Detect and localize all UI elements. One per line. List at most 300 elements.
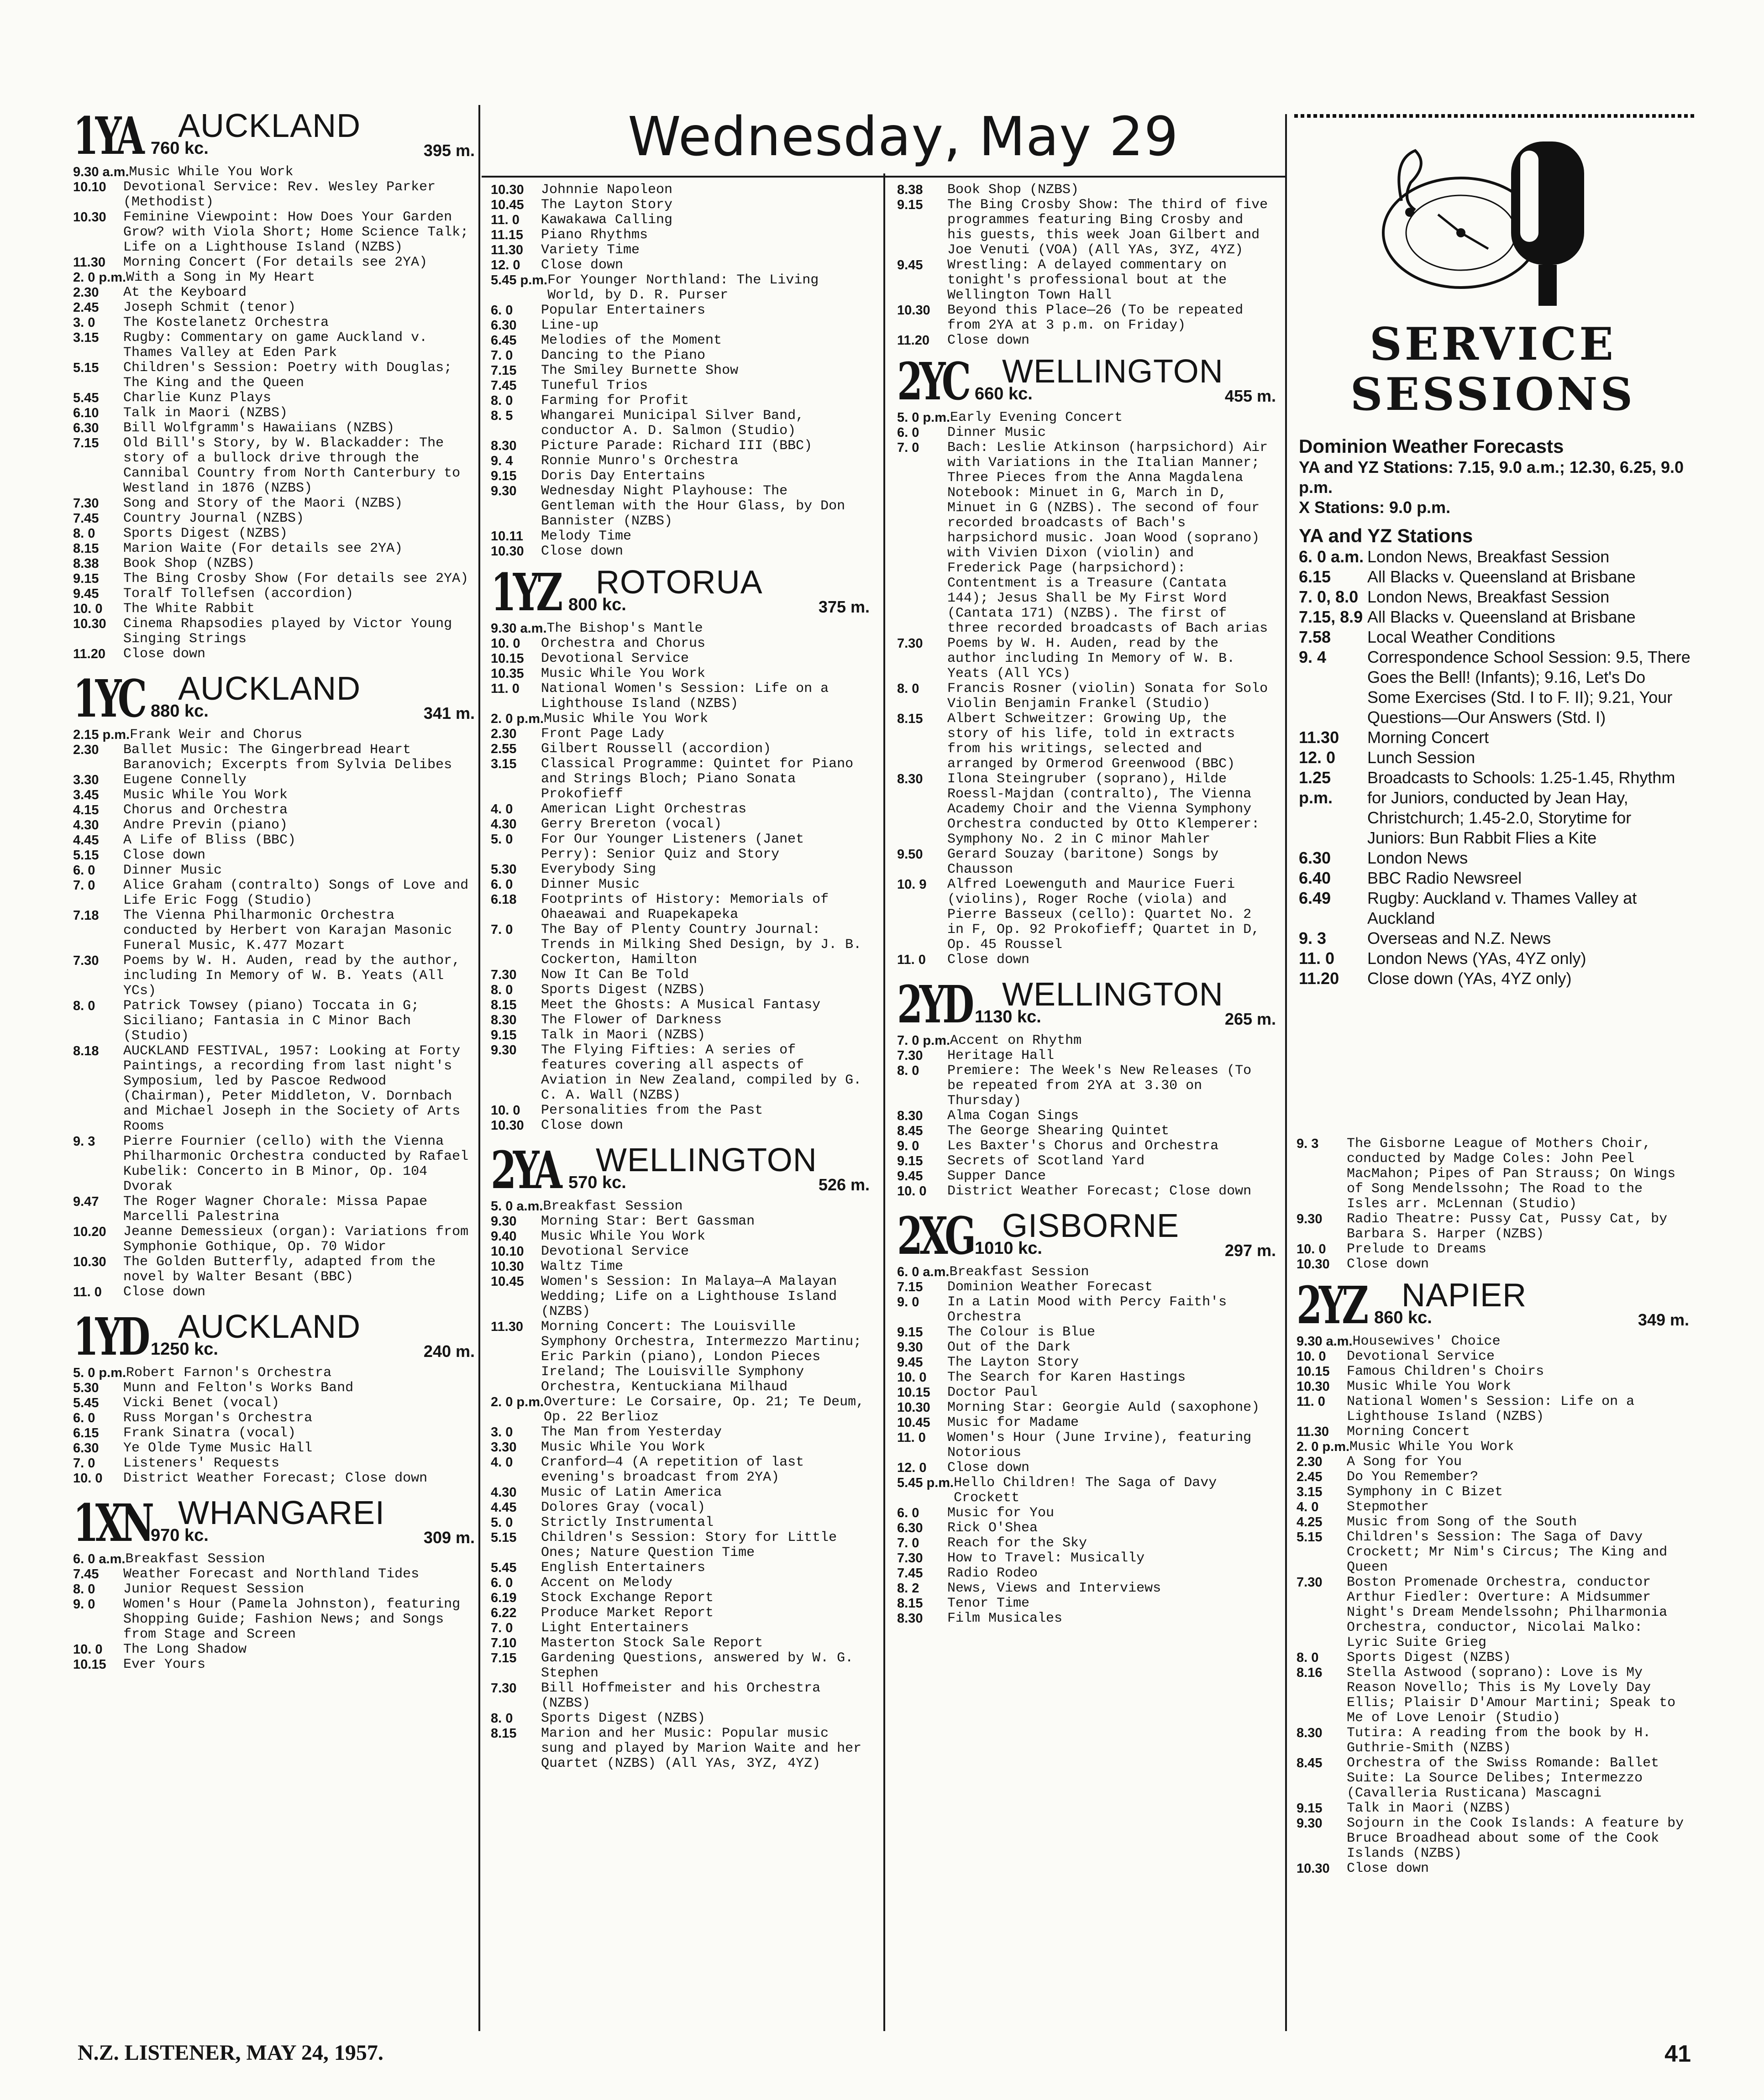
programme-title: Andre Previn (piano) [123,817,288,833]
programme-title: Marion Waite (For details see 2YA) [123,541,403,556]
programme-item [73,773,475,788]
programme-title: The Bing Crosby Show (For details see 2YA) [123,571,469,587]
station-block [73,1308,475,1486]
programme-title: Produce Market Report [541,1605,714,1621]
programme-title: A Song for You [1347,1454,1462,1470]
programme-title: Bill Wolfgramm's Hawaiians (NZBS) [123,420,395,436]
service-time: 1.25 p.m. [1299,768,1333,807]
station-header [897,975,1276,1035]
programme-time: 10. 0 [1297,1242,1326,1257]
programme-title: Sports Digest (NZBS) [541,1711,706,1726]
programme-title: Hello Children! The Saga of Davy Crockett [954,1475,1217,1506]
programme-time: 4.15 [73,803,99,817]
programme-item [491,213,870,228]
programme-title: Radio Rodeo [947,1566,1038,1581]
programme-title: Albert Schweitzer: Growing Up, the story of his life, told in extracts from his writings, selected and arranged by Ormerod Greenwood (BBC) [947,711,1235,772]
continued-listings [897,183,1276,348]
programme-item [73,1582,475,1597]
programme-title: The Kostelanetz Orchestra [123,315,329,330]
programme-time: 3.15 [491,757,517,771]
programme-title: Piano Rhythms [541,227,648,243]
programme-title: Close down [123,646,206,662]
service-item [1299,969,1691,989]
programme-list [73,165,475,662]
programme-time: 8. 0 [1297,1650,1319,1665]
programme-item [73,953,475,999]
programme-title: Munn and Felton's Works Band [123,1380,354,1396]
station-call-sign: 1YD [73,1307,147,1367]
programme-title: Close down [123,848,206,863]
programme-item [73,255,475,270]
programme-time: 9.15 [491,1028,517,1042]
programme-item [491,408,870,439]
service-time: 7.58 [1299,628,1331,646]
programme-title: Music While You Work [129,164,294,180]
programme-item [897,1325,1276,1340]
station-city: ROTORUA [596,564,763,601]
programme-item [1297,1364,1689,1379]
microphone-illustration [1374,132,1648,310]
station-city: WELLINGTON [1002,353,1223,390]
programme-title: Meet the Ghosts: A Musical Fantasy [541,997,821,1013]
programme-time: 7. 0 [491,922,513,937]
programme-item [73,848,475,863]
service-time: 9. 4 [1299,648,1327,666]
programme-title: Eugene Connelly [123,772,247,788]
programme-item [491,1395,870,1425]
programme-item [897,1430,1276,1461]
programme-time: 6.45 [491,333,517,348]
stations-heading: YA and YZ Stations [1299,525,1473,546]
programme-time: 5. 0 [491,1515,513,1530]
programme-time: 8. 0 [73,999,95,1013]
service-time: 6. 0 a.m. [1299,547,1364,566]
programme-title: Stepmother [1347,1499,1429,1515]
programme-title: Close down [1347,1861,1429,1876]
programme-title: Alice Graham (contralto) Songs of Love and Life Eric Fogg (Studio) [123,878,469,908]
programme-time: 9.15 [1297,1801,1323,1816]
programme-title: For Younger Northland: The Living World, by D. R. Purser [547,272,819,303]
programme-time: 7.30 [897,1048,923,1063]
programme-item [491,1229,870,1244]
station-city: WELLINGTON [1002,976,1223,1013]
programme-time: 11.20 [897,333,929,348]
programme-list [491,1199,870,1771]
programme-title: Music of Latin America [541,1485,722,1500]
programme-title: Marion and her Music: Popular music sung and played by Marion Waite and her Quartet (NZBS) (All YAs, 3YZ, 4YZ) [541,1726,862,1771]
programme-item [897,1184,1276,1199]
programme-title: Orchestra and Chorus [541,636,706,651]
programme-item [491,817,870,832]
programme-item [491,183,870,198]
programme-title: Boston Promenade Orchestra, conductor Arthur Fiedler: Overture: A Midsummer Night's Dream Mendelssohn; Philharmonia Orchestra, conductor, Nicolai Malko: Lyric Suite Grieg [1347,1575,1668,1650]
programme-time: 2.55 [491,742,517,756]
programme-item [73,180,475,210]
programme-item [897,1265,1276,1280]
service-time: 6.30 [1299,848,1331,867]
service-title: London News, Breakfast Session [1367,547,1610,566]
programme-time: 6.15 [73,1426,99,1440]
service-title: London News (YAs, 4YZ only) [1367,949,1586,968]
programme-time: 9.45 [897,258,923,272]
programme-item [897,1124,1276,1139]
station-call-sign: 1XN [73,1493,151,1553]
programme-time: 5.15 [73,848,99,863]
programme-item [897,1109,1276,1124]
programme-item [491,1515,870,1530]
programme-item [897,1506,1276,1521]
programme-time: 7. 0 [73,1456,95,1471]
programme-item [73,833,475,848]
column-3 [897,183,1276,1634]
programme-title: Music for You [947,1505,1055,1521]
programme-item [1297,1334,1689,1349]
service-item [1299,848,1691,868]
programme-title: Women's Hour (June Irvine), featuring Notorious [947,1430,1252,1461]
programme-title: Breakfast Session [125,1551,265,1567]
programme-item [1297,1242,1689,1257]
programme-time: 3.15 [73,330,99,345]
programme-item [491,348,870,363]
programme-item [1297,1816,1689,1861]
programme-item [73,1255,475,1285]
programme-time: 10. 0 [73,1642,103,1657]
programme-item [73,1381,475,1396]
programme-list [73,1552,475,1672]
service-title: Correspondence School Session: 9.5, There Goes the Bell! (Infants); 9.16, Let's Do Some Exercises (Std. I to F. II); 9.21, Your Questions—Our Answers (Std. I) [1367,648,1690,727]
programme-time: 10.15 [1297,1364,1330,1379]
programme-time: 5.30 [73,1381,99,1395]
programme-time: 8.38 [73,556,99,571]
programme-time: 10.30 [73,617,106,631]
programme-item [491,258,870,273]
programme-item [491,529,870,544]
programme-time: 2.30 [1297,1455,1323,1469]
service-title: Broadcasts to Schools: 1.25-1.45, Rhythm for Juniors, conducted by Jean Hay, Christchurch; 1.45-2.0, Storytime for Juniors: Bun Rabbit Flies a Kite [1367,768,1675,847]
station-call-sign: 2YD [897,975,971,1035]
station-call-sign: 2YC [897,352,968,412]
service-time: 6.49 [1299,889,1331,907]
programme-title: Waltz Time [541,1259,624,1274]
programme-title: Early Evening Concert [950,410,1123,425]
station-wavelength: 297 m. [1224,1241,1276,1260]
programme-time: 7.30 [491,968,517,982]
programme-item [897,1169,1276,1184]
programme-time: 8. 0 [491,983,513,997]
programme-item [491,877,870,892]
programme-item [73,617,475,647]
programme-item [1297,1424,1689,1440]
programme-time: 9.30 [897,1340,923,1355]
programme-title: Devotional Service [541,651,689,666]
station-wavelength: 455 m. [1224,387,1276,405]
station-frequency: 800 kc. [568,595,626,614]
programme-time: 2.45 [1297,1470,1323,1484]
station-city: WHANGAREI [178,1495,385,1531]
programme-item [897,1280,1276,1295]
programme-item [491,1013,870,1028]
programme-item [491,484,870,529]
programme-time: 9.15 [897,198,923,212]
programme-title: Music While You Work [1349,1439,1514,1455]
page-number: 41 [1664,2041,1691,2067]
programme-title: Symphony in C Bizet [1347,1484,1503,1500]
programme-title: Famous Children's Choirs [1347,1364,1544,1379]
programme-item [73,1441,475,1456]
programme-time: 3.30 [491,1440,517,1455]
programme-item [73,1597,475,1642]
programme-item [73,330,475,361]
programme-item [491,1636,870,1651]
programme-time: 8.16 [1297,1665,1323,1680]
programme-time: 10.15 [897,1385,930,1400]
service-title: London News [1367,848,1468,867]
programme-item [1297,1136,1689,1212]
programme-title: Talk in Maori (NZBS) [541,1027,706,1043]
programme-title: Melody Time [541,529,632,544]
programme-time: 11.30 [491,243,523,257]
programme-title: Heritage Hall [947,1048,1055,1063]
programme-item [491,712,870,727]
programme-title: Jeanne Demessieux (organ): Variations from Symphonie Gothique, Op. 70 Widor [123,1224,469,1255]
programme-time: 4. 0 [1297,1500,1319,1514]
programme-time: 5.30 [491,862,517,877]
programme-item [897,440,1276,636]
programme-title: At the Keyboard [123,285,247,300]
service-title: Overseas and N.Z. News [1367,929,1551,948]
programme-title: Popular Entertainers [541,303,706,318]
programme-time: 7.15 [491,363,517,378]
programme-item [1297,1470,1689,1485]
station-frequency: 1130 kc. [975,1007,1041,1026]
programme-item [491,1621,870,1636]
programme-title: The Layton Story [541,197,673,213]
programme-title: The Gisborne League of Mothers Choir, conducted by Madge Coles: John Peel MacMahon; Pipes of Pan Strauss; On Wings of Song Mendelssohn; The Road to the Isles arr. McLennan (Studio) [1347,1136,1676,1212]
programme-title: Sports Digest (NZBS) [1347,1650,1512,1665]
programme-title: Rugby: Commentary on game Auckland v. Thames Valley at Eden Park [123,330,428,361]
station-block [491,1142,870,1771]
station-wavelength: 309 m. [423,1528,475,1547]
programme-title: The Long Shadow [123,1642,247,1657]
programme-time: 7.15 [491,1651,517,1665]
programme-item [897,1536,1276,1551]
programme-title: The Flower of Darkness [541,1012,722,1028]
programme-time: 2. 0 p.m. [1297,1440,1350,1454]
programme-item [73,908,475,953]
programme-time: 4.30 [491,1485,517,1500]
programme-title: The Layton Story [947,1355,1079,1370]
programme-item [491,1214,870,1229]
programme-time: 7.30 [897,636,923,651]
programme-time: 8.30 [491,439,517,453]
programme-item [1297,1650,1689,1665]
programme-item [897,953,1276,968]
programme-item [897,1370,1276,1385]
title-line-1: SERVICE [1370,318,1616,371]
station-block [491,564,870,1133]
station-call-sign: 2XG [897,1206,973,1266]
station-wavelength: 349 m. [1638,1310,1689,1329]
programme-title: Radio Theatre: Pussy Cat, Pussy Cat, by Barbara S. Harper (NZBS) [1347,1211,1668,1242]
programme-title: Stella Astwood (soprano): Love is My Reason Novello; This is My Lovely Day Ellis; Plaisir D'Amour Martini; Speak to Me of Love Lenoir (Studio) [1347,1665,1676,1726]
programme-title: Vicki Benet (vocal) [123,1395,280,1411]
programme-item [491,1576,870,1591]
programme-title: Tenor Time [947,1596,1030,1611]
programme-title: Ballet Music: The Gingerbread Heart Baranovich; Excerpts from Sylvia Delibes [123,742,452,773]
programme-item [73,728,475,743]
programme-time: 9.30 [1297,1212,1323,1226]
programme-item [1297,1801,1689,1816]
programme-item [897,1521,1276,1536]
programme-title: The Smiley Burnette Show [541,363,739,378]
programme-title: Old Bill's Story, by W. Blackadder: The story of a bullock drive through the Cannibal Country from North Canterbury to Westland in 1876 (NZBS) [123,435,461,496]
programme-item [897,1551,1276,1566]
programme-time: 7. 0 [897,440,919,455]
programme-title: Close down [947,952,1030,968]
service-time: 6.15 [1299,567,1331,586]
programme-item [73,285,475,300]
programme-title: Close down [947,1460,1030,1476]
programme-time: 7. 0 [491,348,513,363]
programme-title: Weather Forecast and Northland Tides [123,1566,420,1582]
programme-time: 10.10 [491,1244,524,1259]
programme-time: 7.45 [491,378,517,393]
programme-time: 11.30 [491,1320,523,1334]
programme-item [73,1657,475,1672]
programme-time: 11.15 [491,228,523,242]
decorative-border [1294,114,1696,118]
programme-time: 6. 0 a.m. [897,1265,950,1279]
programme-time: 5. 0 a.m. [491,1199,543,1214]
programme-item [73,1567,475,1582]
programme-item [897,1385,1276,1400]
programme-time: 8.15 [491,998,517,1012]
programme-time: 10.45 [897,1415,930,1430]
programme-title: Devotional Service [1347,1349,1495,1364]
programme-title: Book Shop (NZBS) [947,182,1079,198]
programme-title: Children's Session: The Saga of Davy Crockett; Mr Nim's Circus; The King and Queen [1347,1529,1668,1575]
programme-title: The Bing Crosby Show: The third of five programmes featuring Bing Crosby and his guests, this week Joan Gilbert and Joe Venuti (VOA) (All YAs, 3YZ, 4YZ) [947,197,1268,258]
programme-item [491,666,870,681]
programme-item [73,647,475,662]
programme-title: Women's Hour (Pamela Johnston), featuring Shopping Guide; Fashion News; and Songs from Stage and Screen [123,1597,461,1642]
programme-time: 10.30 [491,1118,524,1133]
programme-item [73,863,475,878]
programme-time: 4. 0 [491,1455,513,1470]
service-time: 7.15, 8.9 [1299,607,1363,626]
programme-time: 10.30 [897,1400,930,1415]
programme-time: 6. 0 [491,303,513,318]
programme-item [73,1285,475,1300]
programme-item [491,333,870,348]
station-block [73,107,475,662]
programme-item [491,1199,870,1214]
station-wavelength: 341 m. [423,704,475,723]
programme-item [73,571,475,587]
title-line-2: SESSIONS [1350,368,1636,421]
programme-time: 8. 0 [73,526,95,541]
programme-title: Secrets of Scotland Yard [947,1153,1145,1169]
programme-title: Overture: Le Corsaire, Op. 21; Te Deum, Op. 22 Berlioz [544,1394,865,1425]
programme-title: Accent on Melody [541,1575,673,1591]
programme-title: Picture Parade: Richard III (BBC) [541,438,813,454]
programme-item [897,258,1276,303]
programme-title: English Entertainers [541,1560,706,1576]
programme-time: 7. 0 [491,1621,513,1635]
column-rule [478,105,480,2031]
programme-time: 7. 0 [897,1536,919,1550]
programme-title: Music While You Work [544,711,709,727]
programme-time: 7. 0 p.m. [897,1033,950,1048]
programme-item [491,1320,870,1395]
programme-item [73,511,475,526]
programme-time: 6.18 [491,892,517,907]
programme-item [73,803,475,818]
programme-title: Bach: Leslie Atkinson (harpsichord) Air with Variations in the Italian Manner; Three Pieces from the Anna Magdalena Notebook: Minuet in G, March in D, Minuet in G (NZBS). The second of four recorded broadcasts of Bach's harpsichord music. Joan Wood (soprano) with Vivien Dixon (violin) and Frederick Page (harpsichord): Contentment is a Treasure (Cantata 144); Jesus Shall be My First Word (Cantata 171) (NZBS). The first of three recorded broadcasts of Bach arias [947,440,1268,636]
programme-item [897,303,1276,333]
service-item [1299,928,1691,948]
programme-time: 10.45 [491,198,524,212]
programme-title: Dinner Music [947,425,1046,440]
station-wavelength: 265 m. [1224,1010,1276,1028]
programme-time: 5.45 [491,1561,517,1575]
programme-item [73,361,475,391]
programme-time: 5.45 p.m. [897,1476,954,1490]
service-time: 7. 0, 8.0 [1299,587,1359,606]
programme-time: 9.30 a.m. [491,621,547,636]
programme-item [897,1139,1276,1154]
programme-title: Ye Olde Tyme Music Hall [123,1440,313,1456]
programme-item [73,1642,475,1657]
programme-title: District Weather Forecast; Close down [123,1471,428,1486]
programme-time: 3. 0 [491,1425,513,1440]
programme-title: Johnnie Napoleon [541,182,673,198]
programme-item [491,318,870,333]
programme-time: 9.45 [73,587,99,601]
programme-list [73,728,475,1300]
programme-item [897,198,1276,258]
programme-item [491,1651,870,1681]
programme-title: The Flying Fifties: A series of features covering all aspects of Aviation in New Zealand, compiled by G. C. A. Wall (NZBS) [541,1042,862,1103]
programme-time: 10.20 [73,1225,106,1239]
programme-title: Tuneful Trios [541,378,648,393]
programme-title: Film Musicales [947,1611,1063,1626]
programme-title: Gerard Souzay (baritone) Songs by Chausson [947,847,1219,877]
programme-title: Bill Hoffmeister and his Orchestra (NZBS) [541,1681,821,1711]
programme-time: 9.30 [491,1043,517,1058]
programme-time: 8.30 [491,1013,517,1027]
programme-title: A Life of Bliss (BBC) [123,833,296,848]
programme-item [491,1591,870,1606]
programme-title: In a Latin Mood with Percy Faith's Orchestra [947,1294,1227,1325]
service-item [1299,587,1691,607]
column-rule [1285,114,1287,2031]
programme-time: 8. 0 [897,1063,919,1078]
station-frequency: 660 kc. [975,384,1033,403]
programme-title: Beyond this Place—26 (To be repeated from 2YA at 3 p.m. on Friday) [947,303,1244,333]
programme-title: Talk in Maori (NZBS) [1347,1801,1512,1816]
programme-item [1297,1500,1689,1515]
programme-time: 9.50 [897,847,923,862]
programme-time: 6. 0 a.m. [73,1552,126,1566]
programme-item [491,832,870,862]
programme-time: 8. 0 [491,1711,513,1726]
programme-item [73,587,475,602]
station-call-sign: 2YA [491,1141,559,1200]
programme-time: 8.30 [1297,1726,1323,1740]
programme-title: The Man from Yesterday [541,1424,722,1440]
programme-time: 5.15 [491,1530,517,1545]
